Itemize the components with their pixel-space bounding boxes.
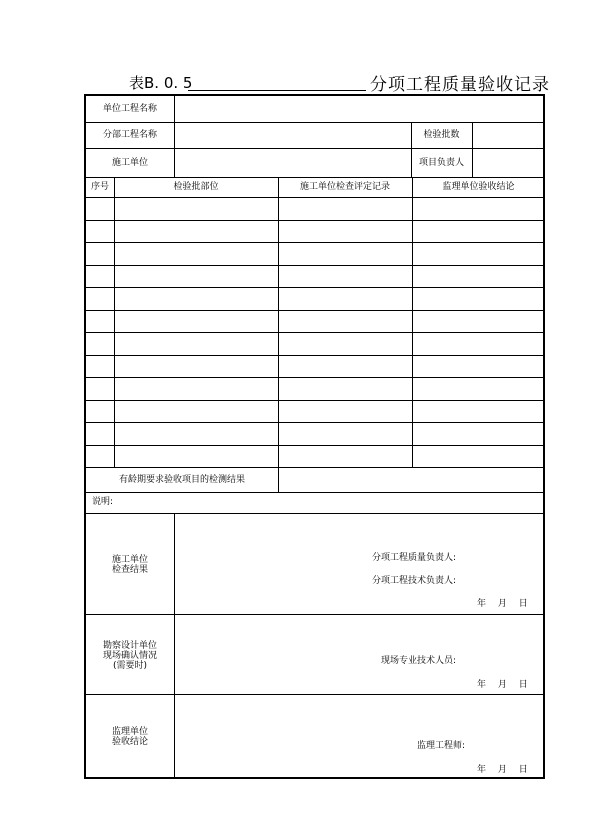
batch-count-label: 检验批数 xyxy=(423,130,460,140)
construction-check-label-line2: 检查结果 xyxy=(111,565,148,575)
construction-date-label: 年 月 日 xyxy=(477,599,528,609)
construction-unit-label: 施工单位 xyxy=(111,158,148,168)
aged-test-results-label: 有龄期要求验收项目的检测结果 xyxy=(118,475,245,485)
unit-project-name-label: 单位工程名称 xyxy=(102,104,157,114)
site-tech-staff-signature-label: 现场专业技术人员: xyxy=(381,656,457,666)
col-header-serial: 序号 xyxy=(90,182,109,192)
supervision-label-line2: 验收结论 xyxy=(111,737,148,747)
form-title: 分项工程质量验收记录 xyxy=(370,75,550,95)
tech-manager-signature-label: 分项工程技术负责人: xyxy=(372,576,457,586)
supervision-date-label: 年 月 日 xyxy=(477,765,528,775)
col-header-batch-location: 检验批部位 xyxy=(173,182,219,192)
col-header-supervision-conclusion: 监理单位验收结论 xyxy=(442,182,515,192)
supervision-engineer-signature-label: 监理工程师: xyxy=(417,741,466,751)
survey-date-label: 年 月 日 xyxy=(477,680,528,690)
notes-label: 说明: xyxy=(92,497,114,507)
survey-label-line3: (需要时) xyxy=(112,661,148,671)
survey-label-line2: 现场确认情况 xyxy=(102,651,157,661)
project-name-blank-line xyxy=(188,90,366,91)
form-frame xyxy=(84,94,545,779)
sub-project-name-label: 分部工程名称 xyxy=(102,130,157,140)
construction-check-label-line1: 施工单位 xyxy=(111,555,148,565)
quality-manager-signature-label: 分项工程质量负责人: xyxy=(372,553,457,563)
project-manager-label: 项目负责人 xyxy=(418,158,464,168)
form-title-bar xyxy=(0,70,590,94)
survey-label-line1: 勘察设计单位 xyxy=(102,641,157,651)
form-code: 表B. 0. 5 xyxy=(129,74,193,92)
supervision-label-line1: 监理单位 xyxy=(111,727,148,737)
col-header-construction-record: 施工单位检查评定记录 xyxy=(299,182,390,192)
